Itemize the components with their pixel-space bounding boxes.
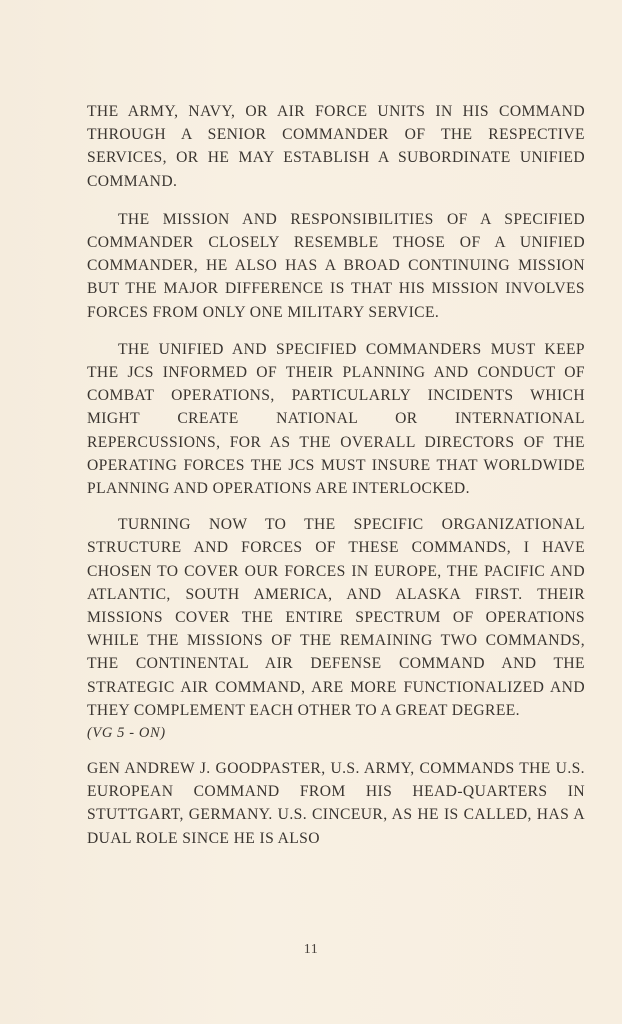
paragraph-unified-specified-commanders: THE UNIFIED AND SPECIFIED COMMANDERS MUST KEEP THE JCS INFORMED OF THEIR PLANNING AND CONDUCT OF COMBAT OPERATIONS, PARTICULARLY INCIDENTS WHICH MIGHT CREATE NATIONAL OR INTERNATIONAL REPERCUSSIONS, FOR AS THE OVERALL DIRECTORS OF THE OPERATING FORCES THE JCS MUST INSURE THAT WORLDWIDE PLANNING AND OPERATIONS ARE INTERLOCKED. — [87, 340, 585, 498]
paragraph-organizational-structure: TURNING NOW TO THE SPECIFIC ORGANIZATIONAL STRUCTURE AND FORCES OF THESE COMMANDS, I HAVE CHOSEN TO COVER OUR FORCES IN EUROPE, THE PACIFIC AND ATLANTIC, SOUTH AMERICA, AND ALASKA FIRST. THEIR MISSIONS COVER THE ENTIRE SPECTRUM OF OPERATIONS WHILE THE MISSIONS OF THE REMAINING TWO COMMANDS, THE CONTINENTAL AIR DEFENSE COMMAND AND THE STRATEGIC AIR COMMAND, ARE MORE FUNCTIONALIZED AND THEY COMPLEMENT EACH OTHER TO A GREAT DEGREE. — [87, 516, 585, 719]
visual-cue-note: (VG 5 - ON) — [87, 725, 166, 742]
page-body — [87, 100, 585, 850]
paragraph-specified-commander: THE MISSION AND RESPONSIBILITIES OF A SPECIFIED COMMANDER CLOSELY RESEMBLE THOSE OF A UNIFIED COMMANDER, HE ALSO HAS A BROAD CONTINUING MISSION BUT THE MAJOR DIFFERENCE IS THAT HIS MISSION INVOLVES FORCES FROM ONLY ONE MILITARY SERVICE. — [87, 210, 585, 321]
paragraph-european-command: GEN ANDREW J. GOODPASTER, U.S. ARMY, COMMANDS THE U.S. EUROPEAN COMMAND FROM HIS HEAD-QUARTERS IN STUTTGART, GERMANY. U.S. CINCEUR, AS HE IS CALLED, HAS A DUAL ROLE SINCE HE IS ALSO — [87, 760, 585, 847]
paragraph-continuation: THE ARMY, NAVY, OR AIR FORCE UNITS IN HIS COMMAND THROUGH A SENIOR COMMANDER OF THE RESPECTIVE SERVICES, OR HE MAY ESTABLISH A SUBORDINATE UNIFIED COMMAND. — [87, 103, 585, 190]
page-number: 11 — [303, 942, 319, 957]
